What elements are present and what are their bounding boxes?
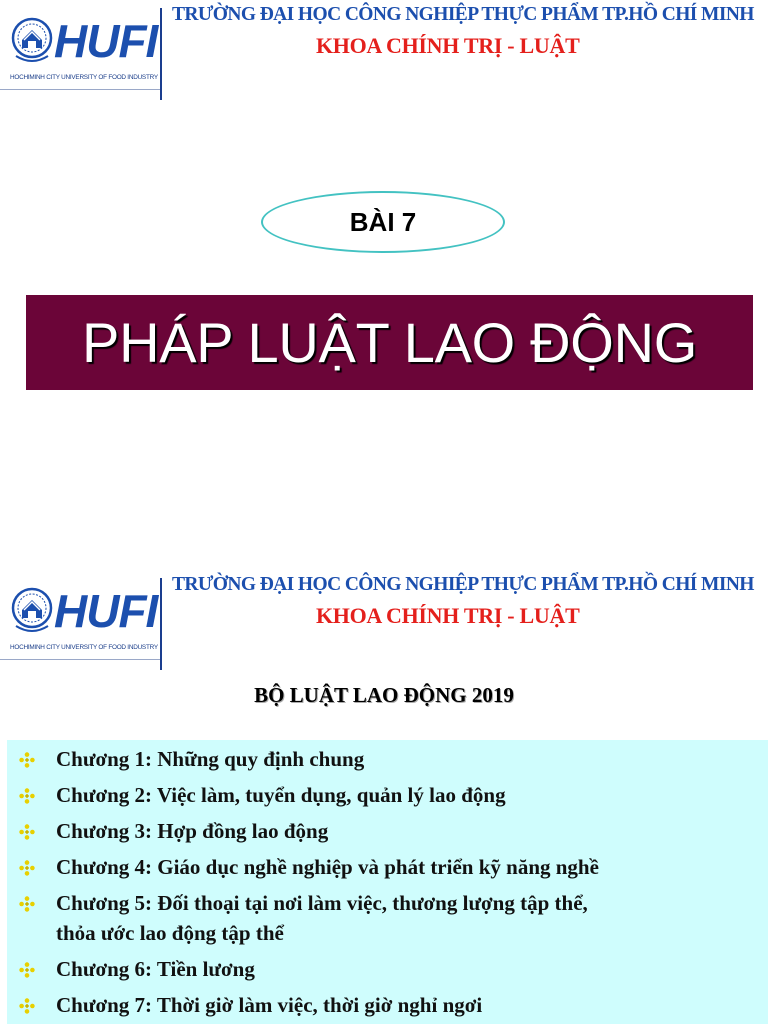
header-divider bbox=[0, 89, 161, 90]
chapter-text-continued: thỏa ước lao động tập thể bbox=[56, 921, 284, 945]
lesson-badge bbox=[261, 191, 505, 253]
hufi-logo bbox=[10, 578, 158, 658]
header-separator bbox=[160, 578, 162, 670]
chapter-item bbox=[7, 888, 599, 948]
chapter-text: Chương 4: Giáo dục nghề nghiệp và phát triển kỹ năng nghề bbox=[56, 855, 599, 879]
chapter-text: Chương 7: Thời giờ làm việc, thời giờ nghỉ ngơi bbox=[56, 993, 483, 1017]
diamond-bullet-icon bbox=[19, 860, 35, 876]
chapter-list bbox=[7, 744, 599, 1024]
chapter-list-box bbox=[7, 740, 768, 1024]
diamond-bullet-icon bbox=[19, 962, 35, 978]
slide-chapters bbox=[0, 570, 768, 1024]
university-emblem-icon bbox=[10, 10, 54, 70]
chapter-item bbox=[7, 744, 599, 774]
chapter-text: Chương 1: Những quy định chung bbox=[56, 747, 365, 771]
title-banner bbox=[26, 295, 753, 390]
hufi-logo bbox=[10, 8, 158, 88]
diamond-bullet-icon bbox=[19, 752, 35, 768]
diamond-bullet-icon bbox=[19, 824, 35, 840]
chapter-item bbox=[7, 780, 599, 810]
lesson-label: BÀI 7 bbox=[349, 206, 417, 237]
chapter-item bbox=[7, 990, 599, 1020]
labor-code-title: BỘ LUẬT LAO ĐỘNG 2019 bbox=[254, 683, 514, 707]
faculty-name: KHOA CHÍNH TRỊ - LUẬT bbox=[316, 603, 580, 628]
chapter-text: Chương 5: Đối thoại tại nơi làm việc, thương lượng tập thể, bbox=[56, 891, 588, 915]
chapter-item bbox=[7, 852, 599, 882]
diamond-bullet-icon bbox=[19, 896, 35, 912]
diamond-bullet-icon bbox=[19, 998, 35, 1014]
university-name: TRƯỜNG ĐẠI HỌC CÔNG NGHIỆP THỰC PHẨM TP.HỒ CHÍ MINH bbox=[172, 574, 754, 595]
chapter-item bbox=[7, 816, 599, 846]
faculty-name: KHOA CHÍNH TRỊ - LUẬT bbox=[316, 33, 580, 58]
logo-text: HUFI bbox=[54, 15, 158, 67]
university-name: TRƯỜNG ĐẠI HỌC CÔNG NGHIỆP THỰC PHẨM TP.HỒ CHÍ MINH bbox=[172, 4, 754, 25]
logo-subtitle: HOCHIMINH CITY UNIVERSITY OF FOOD INDUSTRY bbox=[10, 74, 158, 81]
chapter-item bbox=[7, 954, 599, 984]
university-emblem-icon bbox=[10, 580, 54, 640]
chapter-text: Chương 2: Việc làm, tuyển dụng, quản lý lao động bbox=[56, 783, 506, 807]
logo-text: HUFI bbox=[54, 585, 158, 637]
header-separator bbox=[160, 8, 162, 100]
header-divider bbox=[0, 659, 161, 660]
chapter-text: Chương 3: Hợp đồng lao động bbox=[56, 819, 329, 843]
slide-title-text: PHÁP LUẬT LAO ĐỘNG bbox=[82, 311, 697, 374]
chapter-text: Chương 6: Tiền lương bbox=[56, 957, 255, 981]
logo-subtitle: HOCHIMINH CITY UNIVERSITY OF FOOD INDUSTRY bbox=[10, 644, 158, 651]
diamond-bullet-icon bbox=[19, 788, 35, 804]
